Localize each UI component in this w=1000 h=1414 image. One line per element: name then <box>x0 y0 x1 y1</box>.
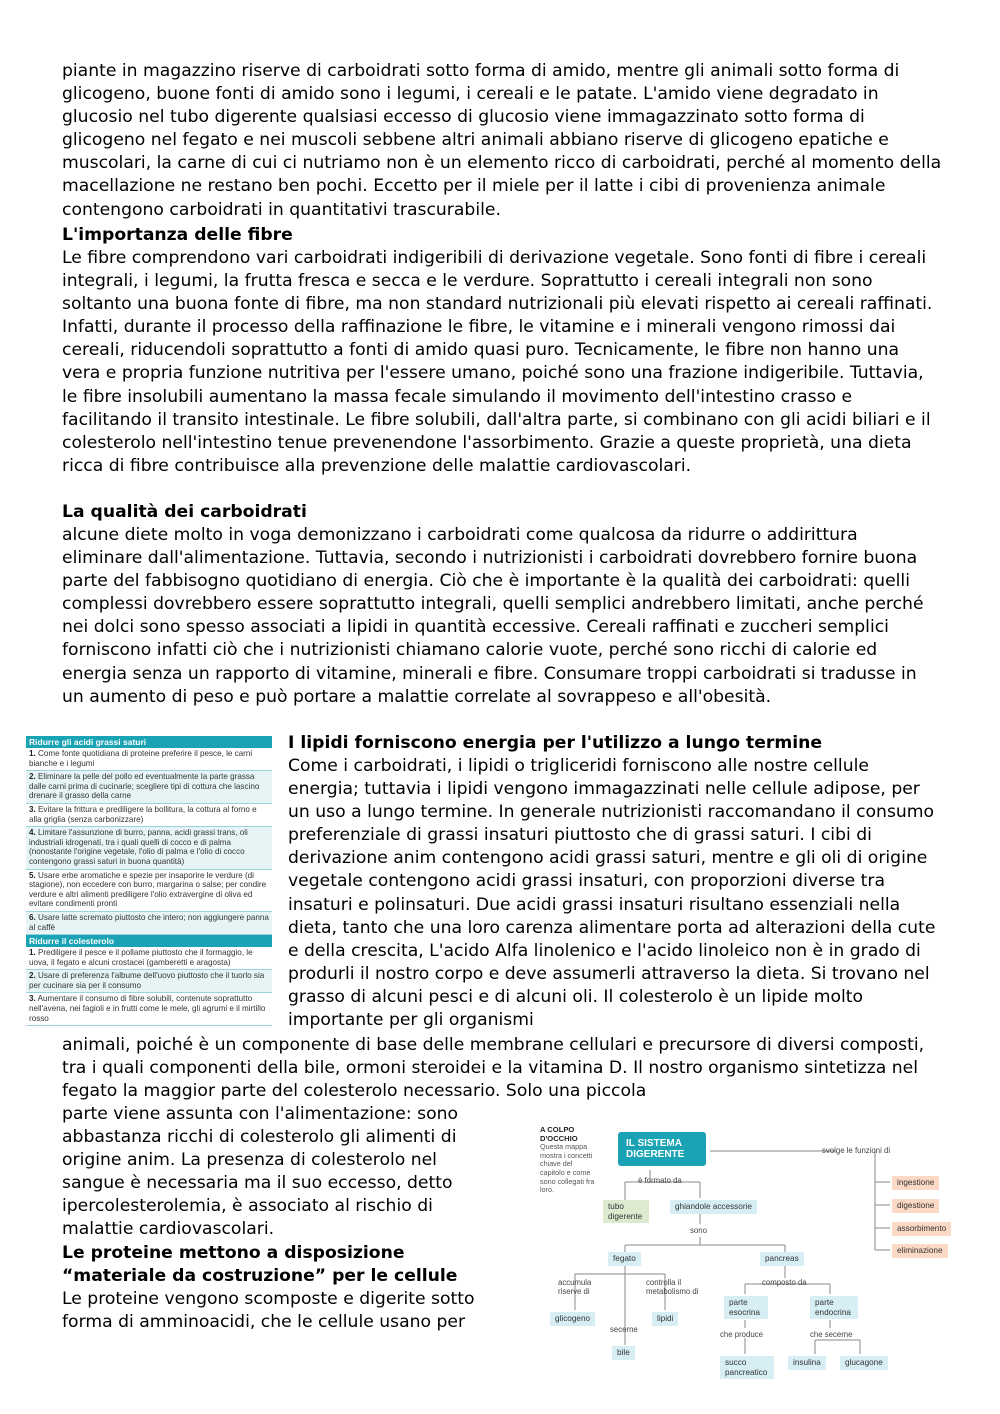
row-text: Aumentare il consumo di fibre solubili, contenute soprattutto nell'avena, nei fagioli e in frutti come le mele, gli agrumi e il mirtillo rosso <box>29 994 266 1023</box>
row-text: Usare di preferenza l'albume dell'uovo piuttosto che il tuorlo sia per cucinare sia per il consumo <box>29 971 265 990</box>
paragraph-lipidi: Come i carboidrati, i lipidi o trigliceridi forniscono alle nostre cellule energia; tuttavia i lipidi vengono immagazzinati nelle cellule adipose, per un uso a lungo termine. In generale nutrizionisti raccomandano il consumo preferenziale di grassi insaturi piuttosto che di grassi saturi. I cibi di derivazione anim contengono acidi grassi saturi, mentre e gli oli di origine vegetale contengono acidi grassi insaturi, con proporzioni diverse tra insaturi e polinsaturi. Due acidi grassi insaturi risultano essenziali nella dieta, tanto che una loro carenza alimentare porta ad alterazioni della cute e della crescita, L'acido Alfa linolenico e l'acido linoleico non è in grado di produrli il nostro corpo e deve assumerli attraverso la dieta. Si trovano nel grasso di alcuni pesci e di alcuni oli. Il colesterolo è un lipide molto importante per gli organismi <box>288 756 936 1031</box>
table-row <box>26 870 272 912</box>
table-row <box>26 804 272 827</box>
node-pancreas: pancreas <box>760 1252 804 1266</box>
paragraph-proteine: Le proteine vengono scomposte e digerite sotto forma di amminoacidi, che le cellule usano per <box>62 1289 475 1333</box>
paragraph-amido: piante in magazzino riserve di carboidrati sotto forma di amido, mentre gli animali sotto forma di glicogeno, buone fonti di amido sono i legumi, i cereali e le patate. L'amido viene degradato in glucosio nel tubo digerente qualsiasi eccesso di glucosio viene immagazzinato sotto forma di glicogeno nel fegato e nei muscoli sebbene altri animali abbiano riserve di glicogeno epatiche e muscolari, la carne di cui ci nutriamo non è un elemento ricco di carboidrati, perché al momento della macellazione ne restano ben pochi. Eccetto per il miele per il latte i cibi di provenienza animale contengono carboidrati in quantitativi trascurabile. <box>62 61 942 220</box>
side-note-title: A COLPO D'OCCHIO <box>540 1125 578 1143</box>
label-composto-da: composto da <box>762 1278 807 1287</box>
paragraph-colesterolo: parte viene assunta con l'alimentazione: sono abbastanza ricchi di colesterolo gli alimenti di origine anim. La presenza di colesterolo nel sangue è necessaria ma il suo eccesso, detto ipercolesterolemia, è associato al rischio di malattie cardiovascolari. <box>62 1104 459 1240</box>
row-text: Come fonte quotidiana di proteine preferire il pesce, le carni bianche e i legumi <box>29 749 253 768</box>
node-digestione: digestione <box>892 1199 939 1213</box>
node-ingestione: ingestione <box>892 1176 939 1190</box>
row-number: 6. <box>29 912 36 922</box>
heading-qualita-carboidrati: La qualità dei carboidrati <box>62 502 307 522</box>
paragraph-fibre: Le fibre comprendono vari carboidrati indigeribili di derivazione vegetale. Sono fonti di fibre i cereali integrali, i legumi, la frutta fresca e secca e le verdure. Soprattutto i cereali integrali non sono soltanto una buona fonte di fibre, ma non standard nutrizionali più elevati rispetto ai cereali raffinati. Infatti, durante il processo della raffinazione le fibre, le vitamine e i minerali vengono rimossi dai cereali, riducendoli soprattutto a fonti di amido quasi puro. Tecnicamente, le fibre non hanno una vera e propria funzione nutritiva per l'essere umano, poiché sono una frazione indigeribile. Tuttavia, le fibre insolubili aumentano la massa fecale simulando il movimento dell'intestino crasso e facilitando il transito intestinale. Le fibre solubili, dall'altra parte, si combinano con gli acidi biliari e il colesterolo nell'intestino tenue prevenendone l'assorbimento. Grazie a queste proprietà, una dieta ricca di fibre contribuisce alla prevenzione delle malattie cardiovascolari. <box>62 248 933 476</box>
table-header-colesterolo: Ridurre il colesterolo <box>26 935 272 947</box>
row-number: 1. <box>29 948 36 958</box>
node-insulina: insulina <box>788 1356 826 1370</box>
node-glicogeno: glicogeno <box>550 1312 595 1326</box>
node-succo-pancreatico: succo pancreatico <box>720 1356 774 1379</box>
row-number: 3. <box>29 994 36 1004</box>
row-text: Prediligere il pesce e il pollame piuttosto che il formaggio, le uova, il fegato e alcuni crostacei (gamberetti e aragosta) <box>29 948 253 967</box>
concept-map-side-note <box>540 1126 598 1195</box>
row-number: 4. <box>29 828 36 838</box>
row-number: 2. <box>29 971 36 981</box>
heading-fibre: L'importanza delle fibre <box>62 225 293 245</box>
node-bile: bile <box>612 1346 635 1360</box>
row-text: Evitare la frittura e prediligere la bollitura, la cottura al forno e alla griglia (senza carbonizzare) <box>29 804 257 824</box>
label-secerne: secerne <box>610 1325 638 1334</box>
label-che-secerne: che secerne <box>810 1330 853 1339</box>
row-number: 2. <box>29 772 36 782</box>
table-row <box>26 970 272 993</box>
row-text: Eliminare la pelle del pollo ed eventualmente la parte grassa dalle carni prima di cucinarle; scegliere tipi di cottura che lascino drenare il grasso della carne <box>29 772 260 801</box>
row-number: 1. <box>29 749 36 758</box>
label-formato-da: è formato da <box>638 1176 682 1185</box>
table-row <box>26 771 272 804</box>
row-text: Usare erbe aromatiche e spezie per insaporire le verdure (di stagione), non eccedere con burro, margarina o salse; per condire verdure e altri alimenti prediligere l'olio extravergine di oliva ed evitare condimenti pronti <box>29 870 267 909</box>
table-row <box>26 993 272 1026</box>
label-svolge-funzioni: svolge le funzioni di <box>822 1146 891 1155</box>
digestive-system-concept-map <box>530 1120 970 1390</box>
label-sono: sono <box>690 1226 707 1235</box>
table-row <box>26 947 272 970</box>
node-lipidi: lipidi <box>652 1312 678 1326</box>
label-che-produce: che produce <box>720 1330 763 1339</box>
heading-lipidi: I lipidi forniscono energia per l'utilizzo a lungo termine <box>288 733 823 753</box>
node-parte-esocrina: parte esocrina <box>724 1296 768 1319</box>
label-accumula: accumula riserve di <box>558 1278 592 1296</box>
row-number: 5. <box>29 870 36 880</box>
node-ghiandole-accessorie: ghiandole accessorie <box>670 1200 757 1214</box>
heading-proteine: Le proteine mettono a disposizione “materiale da costruzione” per le cellule <box>62 1243 458 1287</box>
table-row <box>26 748 272 771</box>
node-assorbimento: assorbimento <box>892 1222 951 1236</box>
node-glucagone: glucagone <box>840 1356 888 1370</box>
table-row <box>26 912 272 935</box>
side-note-text: Questa mappa mostra i concetti chiave del capitolo e come sono collegati fra loro. <box>540 1142 595 1195</box>
row-text: Limitare l'assunzione di burro, panna, acidi grassi trans, oli industriali idrogenati, tra i quali quelli di cocco e di palma (nonostante l'origine vegetale, l'olio di palma e l'olio di cocco contengono grassi saturi in buona quantità) <box>29 828 248 866</box>
table-header-acidi-grassi: Ridurre gli acidi grassi saturi <box>26 736 272 748</box>
node-sistema-digerente: IL SISTEMA DIGERENTE <box>618 1132 706 1166</box>
label-controlla: controlla il metabolismo di <box>646 1278 699 1296</box>
row-number: 3. <box>29 804 36 814</box>
table-row <box>26 827 272 869</box>
node-eliminazione: eliminazione <box>892 1244 948 1258</box>
node-tubo-digerente: tubo digerente <box>603 1200 649 1223</box>
row-text: Usare latte scremato piuttosto che intero; non aggiungere panna al caffè <box>29 912 269 932</box>
node-fegato: fegato <box>608 1252 641 1266</box>
paragraph-qualita-carboidrati: alcune diete molto in voga demonizzano i carboidrati come qualcosa da ridurre o addirittura eliminare dall'alimentazione. Tuttavia, secondo i nutrizionisti i carboidrati dovrebbero fornire buona parte del fabbisogno quotidiano di energia. Ciò che è importante è la qualità dei carboidrati: quelli complessi dovrebbero essere soprattutto integrali, quelli semplici andrebbero limitati, anche perché nei dolci sono spesso associati a lipidi in quantità eccessive. Cereali raffinati e zuccheri semplici forniscono infatti ciò che i nutrizionisti chiamano calorie vuote, perché sono ricchi di calorie ed energia senza un rapporto di vitamine, minerali e fibre. Consumare troppi carboidrati si tradusse in un aumento di peso e può portare a malattie correlate al sovrappeso e all'obesità. <box>62 525 924 707</box>
lipid-reduction-table <box>26 736 272 1026</box>
paragraph-lipidi-continued: animali, poiché è un componente di base delle membrane cellulari e precursore di diversi composti, tra i quali componenti della bile, ormoni steroidei e la vitamina D. Il nostro organismo sintetizza nel fegato la maggior parte del colesterolo necessario. Solo una piccola <box>62 1035 925 1102</box>
node-parte-endocrina: parte endocrina <box>810 1296 858 1319</box>
